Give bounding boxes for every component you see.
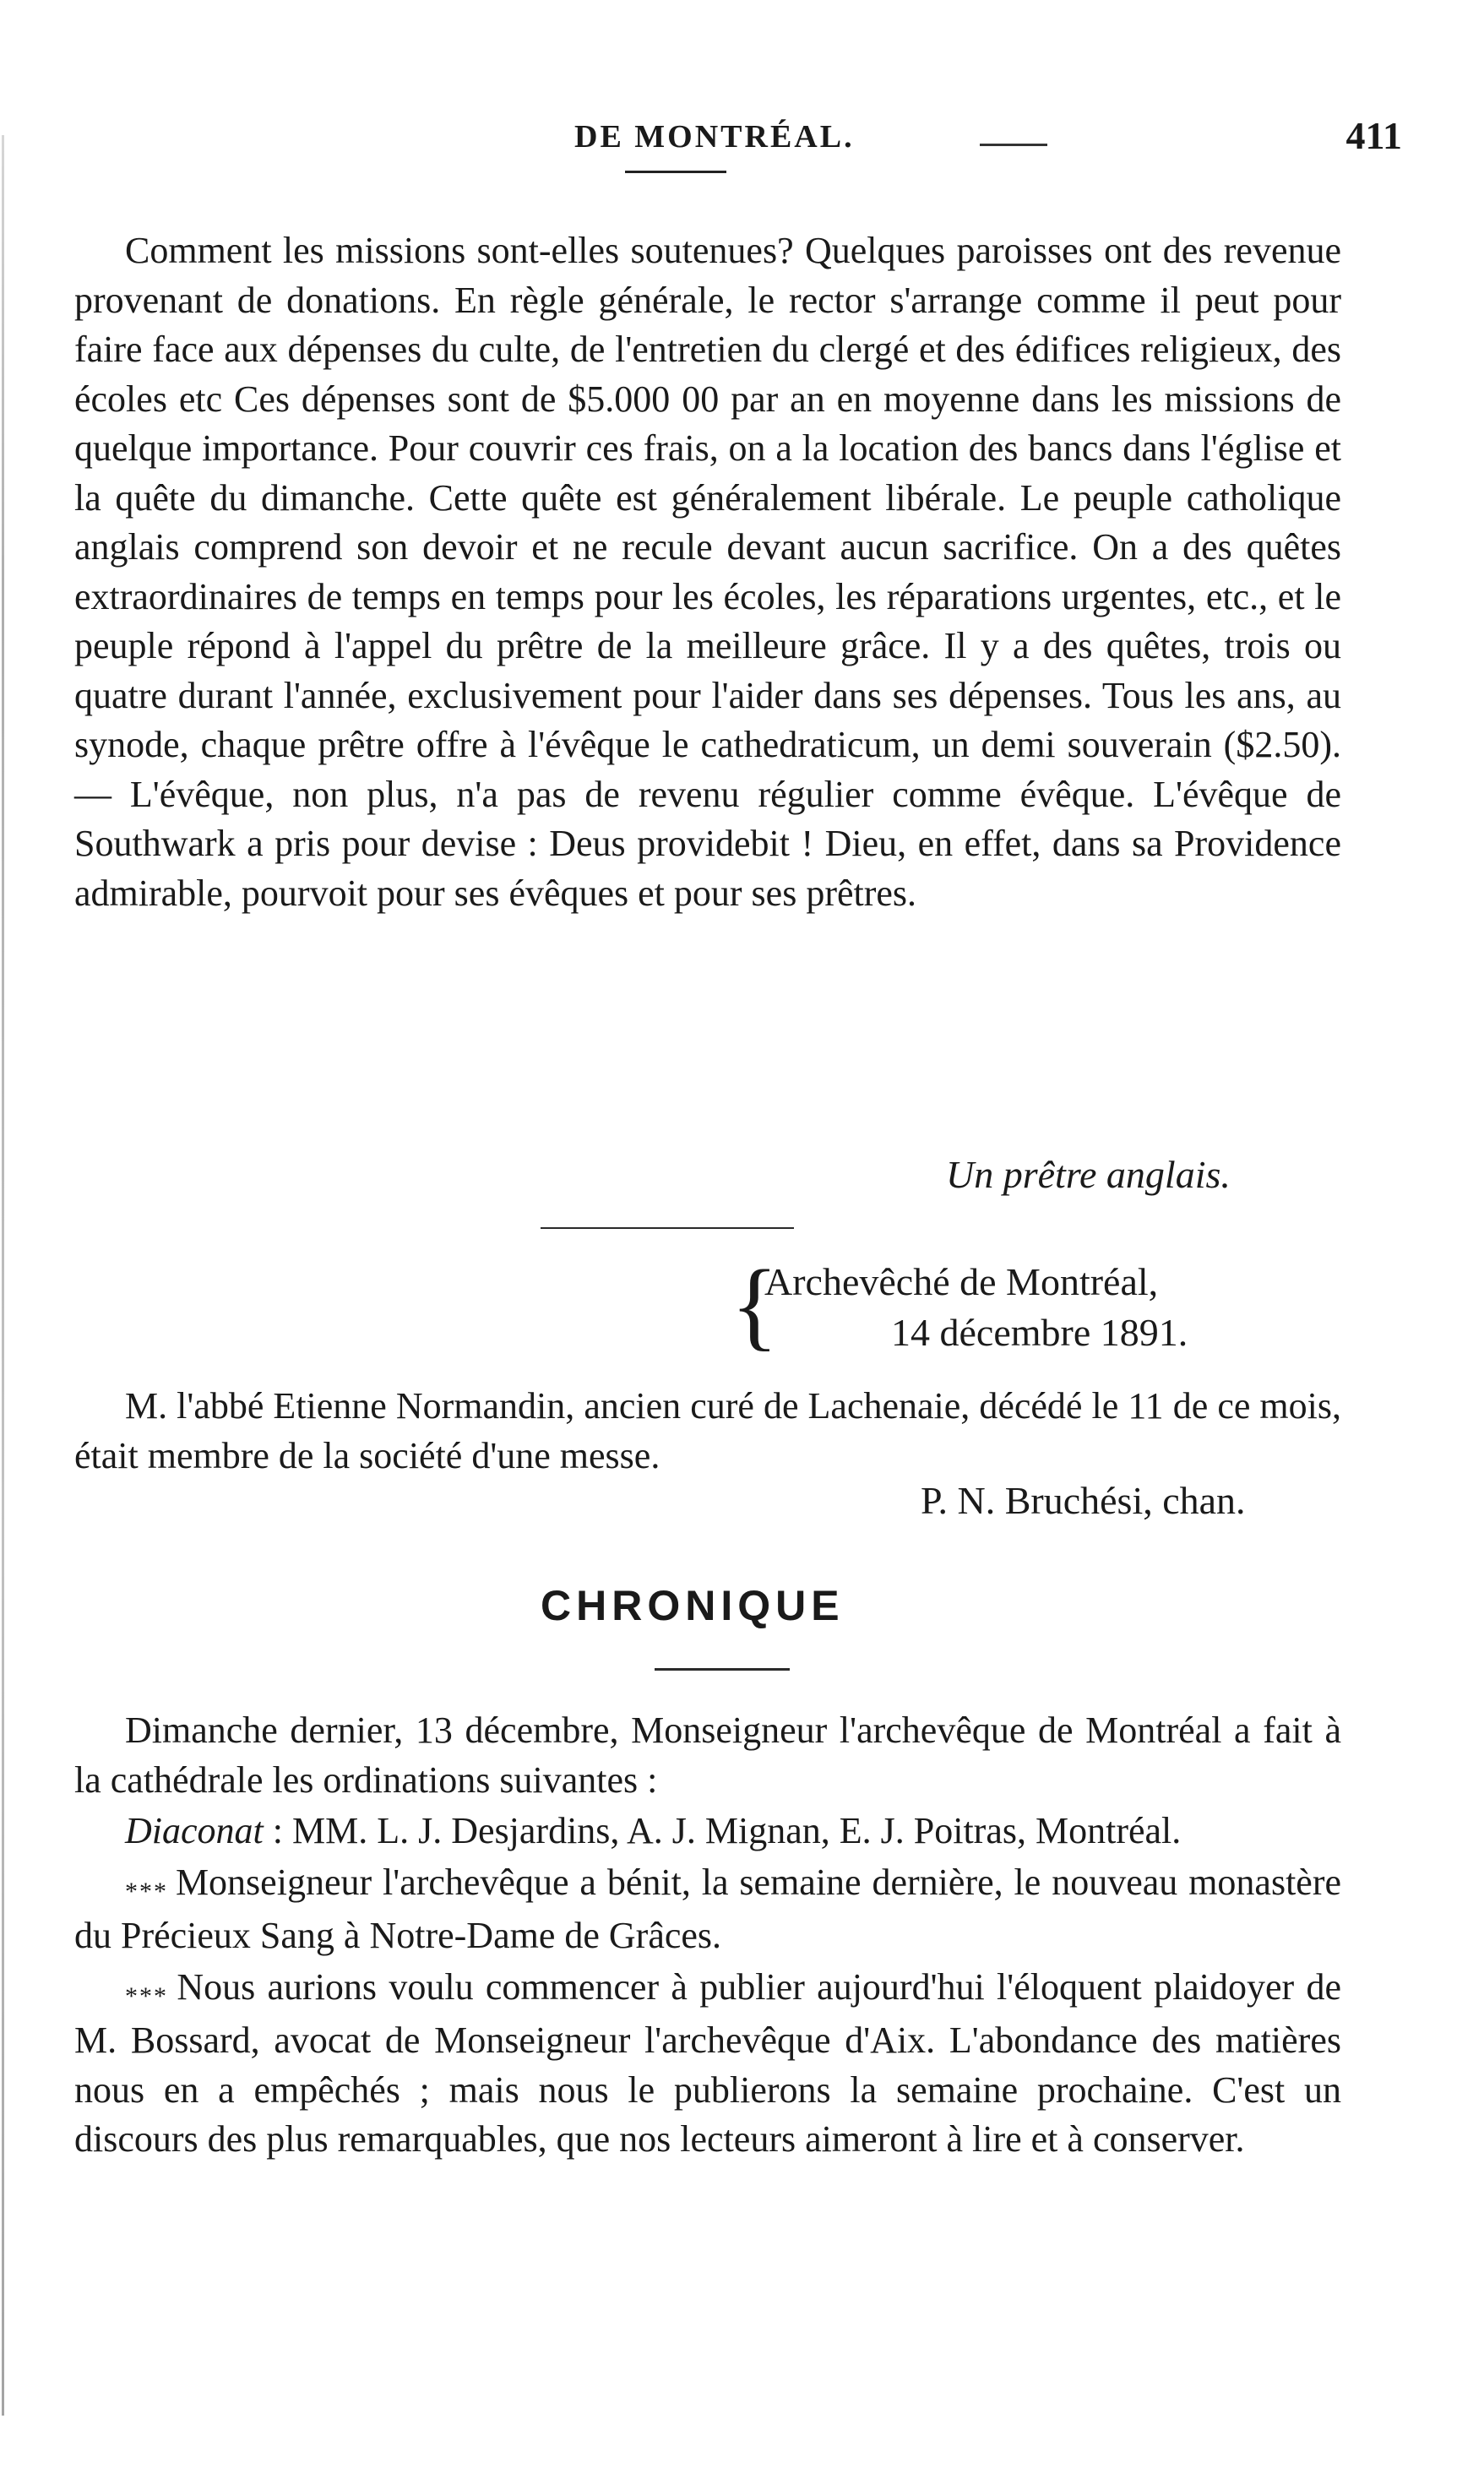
plaidoyer-paragraph: [74, 1963, 1341, 2165]
missions-paragraph: [74, 226, 1341, 918]
dateline: [731, 1249, 1188, 1360]
article-signature: Un prêtre anglais.: [946, 1153, 1231, 1196]
page-number: 411: [1345, 114, 1402, 157]
diaconat-text: : MM. L. J. Desjardins, A. J. Mignan, E. J. Poitras, Montréal.: [272, 1810, 1182, 1851]
running-head-rule-short: [980, 144, 1047, 146]
running-head: [574, 114, 1402, 169]
running-head-rule: [625, 171, 726, 173]
page-binding-edge: [2, 135, 4, 2416]
notice-paragraph: M. l'abbé Etienne Normandin, ancien curé de Lachenaie, décédé le 11 de ce mois, était membre de la société d'une messe.: [74, 1385, 1341, 1476]
ordinations-paragraph: Dimanche dernier, 13 décembre, Monseigneur l'archevêque de Montréal a fait à la cathédrale les ordinations suivantes :: [74, 1709, 1341, 1801]
asterism-icon: * * *: [125, 1877, 166, 1905]
plaidoyer-text: Nous aurions voulu commencer à publier aujourd'hui l'éloquent plaidoyer de M. Bossard, avocat de Monseigneur l'archevêque d'Aix. L'abondance des matières nous en a empêchés ; mais nous le publierons la semaine prochaine. C'est un discours des plus remarquables, que nos lecteurs aimeront à lire et à conserver.: [74, 1965, 1341, 2160]
benediction-text: Monseigneur l'archevêque a bénit, la semaine dernière, le nouveau monastère du Précieux Sang à Notre-Dame de Grâces.: [74, 1861, 1342, 1956]
chronique-section: [74, 1706, 1341, 2165]
diaconat-label: Diaconat: [125, 1810, 264, 1851]
brace-glyph: {: [731, 1249, 779, 1360]
notice-signature: P. N. Bruchési, chan.: [921, 1479, 1246, 1522]
running-title: DE MONTRÉAL.: [574, 119, 855, 155]
dateline-date: 14 décembre 1891.: [891, 1311, 1188, 1354]
asterism-icon: * * *: [125, 1981, 166, 2010]
dateline-place: Archevêché de Montréal,: [764, 1260, 1159, 1303]
section-divider: [541, 1227, 794, 1229]
paragraph-text: Comment les missions sont-elles soutenues? Quelques paroisses ont des revenue provenant de donations. En règle générale, le rector s'arrange comme il peut pour faire face aux dépenses du culte, de l'entretien du clergé et des édifices religieux, des écoles etc Ces dépenses sont de $5.000 00 par an en moyenne dans les missions de quelque importance. Pour couvrir ces frais, on a la location des bancs dans l'église et la quête du dimanche. Cette quête est généralement libérale. Le peuple catholique anglais comprend son devoir et ne recule devant aucun sacrifice. On a des quêtes extraordinaires de temps en temps pour les écoles, les réparations urgentes, etc., et le peuple répond à l'appel du prêtre de la meilleure grâce. Il y a des quêtes, trois ou quatre durant l'année, exclusivement pour l'aider dans ses dépenses. Tous les ans, au synode, chaque prêtre offre à l'évêque le cathedraticum, un demi souverain ($2.50). — L'évêque, non plus, n'a pas de revenu régulier comme évêque. L'évêque de Southwark a pris pour devise : Deus providebit ! Dieu, en effet, dans sa Providence admirable, pourvoit pour ses évêques et pour ses prêtres.: [74, 230, 1341, 914]
benediction-paragraph: [74, 1858, 1341, 1961]
chronique-heading: CHRONIQUE: [541, 1582, 845, 1629]
diaconat-paragraph: [74, 1807, 1341, 1856]
chronique-divider: [655, 1668, 790, 1671]
